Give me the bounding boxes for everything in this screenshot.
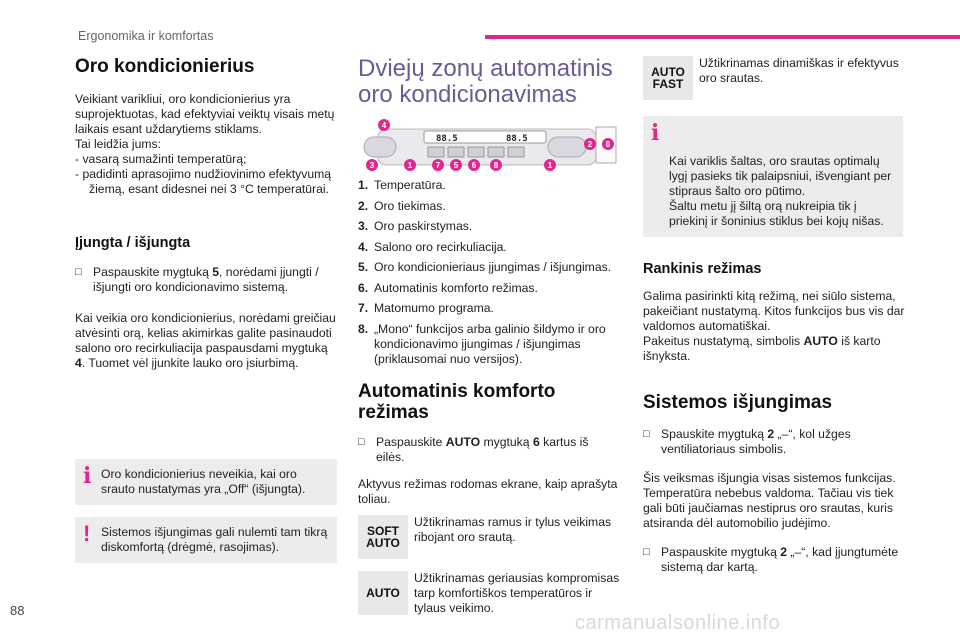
active-mode-text: Aktyvus režimas rodomas ekrane, kaip aprašyta toliau. [358,476,618,506]
info-icon: i [83,463,92,489]
legend-list-wrap [358,178,620,619]
right-temp-knob [548,137,586,157]
section-title-manual: Rankinis režimas [643,261,762,277]
instruction-press-2-off: □ Spauskite mygtuką 2 „–“, kol užges ventiliatoriaus simbolis. [643,427,851,456]
instruction-press-2-on: □ Paspauskite mygtuką 2 „–“, kad įjungtumėte sistemą dar kartą. [643,545,899,574]
control-panel-diagram [358,117,620,177]
bullet-check-icon: □ [75,266,82,278]
callout-label: 1 [407,161,413,170]
legend-item: 5. Oro kondicionieriaus įjungimas / išjungimas. [358,260,612,274]
panel-button [448,147,464,157]
legend-list [358,178,620,367]
system-off-para: Šis veiksmas išjungia visas sistemos funkcijas. Temperatūra nebebus valdoma. Tačiau vis tiek gali būti jaučiamas nestiprus oro srautas, kuris atsiranda dėl automobilio judėjimo. [643,471,896,530]
legend-item: 6. Automatinis komforto režimas. [358,280,538,295]
auto-fast-badge: AUTO FAST [643,56,693,100]
recirculation-para: Kai veikia oro kondicionierius, norėdami greičiau atvėsinti orą, kelias akimirkas galite pasinaudoti salono oro recirkuliacija paspausdami mygtuką 4. Tuomet vėl įjunkite lauko oro įsiurbimą. [75,311,336,370]
section-title-air-conditioning: Oro kondicionierius [75,56,255,77]
legend-item: 1. Temperatūra. [358,178,446,192]
panel-button [428,147,444,157]
warning-icon: ! [83,521,91,546]
legend-item: 3. Oro paskirstymas. [358,219,473,233]
watermark: carmanualsonline.info [575,612,781,634]
cold-engine-note: i Kai variklis šaltas, oro srautas optimalų lygį pasieks tik palaipsniui, išvengiant per stipraus šalto oro pūtimo. Šaltu metu jį šiltą orą nukreipia tik į priekinį ir šoninius stiklus bei kojų nišas. [643,116,903,237]
section-title-on-off: Įjungta / išjungta [75,235,191,251]
header-accent-bar [485,35,960,39]
callout-label: 7 [435,161,441,170]
bullet-check-icon: □ [643,428,650,440]
auto-fast-row [643,56,905,104]
auto-description: Užtikrinamas geriausias kompromisas tarp komfortiškos temperatūros ir tylaus veikimo. [414,570,620,615]
soft-auto-description: Užtikrinamas ramus ir tylus veikimas ribojant oro srautą. [414,514,612,544]
panel-button [468,147,484,157]
soft-auto-badge: SOFT AUTO [358,515,408,559]
legend-item: 2. Oro tiekimas. [358,198,446,213]
callout-label: 8 [493,161,499,170]
info-icon: i [651,120,660,146]
manual-text: Galima pasirinkti kitą režimą, nei siūlo sistema, pakeičiant nustatymą. Kitos funkcijos bus vis dar valdomos automatiškai. [643,289,905,333]
allows-text: Tai leidžia jums: [75,137,162,151]
panel-button [488,147,504,157]
instruction-press-5: □ Paspauskite mygtuką 5, norėdami įjungti / išjungti oro kondicionavimo sistemą. [75,265,319,294]
callout-label: 4 [381,121,387,130]
manual-auto-text: Pakeitus nustatymą, simbolis AUTO iš karto išnyksta. [643,334,881,363]
list-item: - vasarą sumažinti temperatūrą; [75,152,247,166]
running-header: Ergonomika ir komfortas [78,29,214,43]
callout-label: 3 [369,161,375,170]
callout-label: 5 [453,161,459,170]
page-number: 88 [10,603,25,618]
callout-label: 1 [547,161,553,170]
bullet-check-icon: □ [358,435,365,448]
auto-fast-description: Užtikrinamas dinamiškas ir efektyvus oro srautas. [699,56,899,85]
list-item: - padidinti aprasojimo nudžiovinimo efektyvumą žiemą, esant didesnei nei 3 °C temperatūrai. [75,167,332,196]
callout-label: 6 [471,161,477,170]
legend-item: 4. Salono oro recirkuliacija. [358,239,507,254]
left-temp-knob [364,137,396,157]
column-manual-and-off [643,56,905,575]
display-left-temp: 88.5 [436,134,458,144]
section-title-dual-zone: Dviejų zonų automatinis oro kondicionavimas [358,55,613,108]
warning-note: ! Sistemos išjungimas gali nulemti tam tikrą diskomfortą (drėgmė, rasojimas). [75,517,337,563]
instruction-press-auto: □ Paspauskite AUTO mygtuką 6 kartus iš eilės. [358,434,589,464]
auto-badge: AUTO [358,571,408,615]
intro-text: Veikiant varikliui, oro kondicionierius yra suprojektuotas, kad efektyviai veiktų visais metų laikais esant uždarytiems stiklams. [75,92,335,136]
legend-item: 7. Matomumo programa. [358,301,494,315]
callout-label: 8 [605,140,611,149]
column-air-conditioning [75,56,337,563]
auto-row [358,571,620,619]
info-note: i Oro kondicionierius neveikia, kai oro srauto nustatymas yra „Off“ (išjungta). [75,459,337,505]
column-dual-zone [358,56,620,108]
callout-label: 2 [587,140,593,149]
section-title-auto-comfort: Automatinis komforto režimas [358,380,556,423]
panel-button [508,147,524,157]
soft-auto-row [358,515,620,563]
section-title-system-off: Sistemos išjungimas [643,392,833,413]
display-right-temp: 88.5 [506,134,528,144]
legend-item: 8. „Mono“ funkcijos arba galinio šildymo ir oro kondicionavimo įjungimas / išjungimas (priklausomai nuo versijos). [358,321,606,366]
bullet-check-icon: □ [643,546,650,558]
